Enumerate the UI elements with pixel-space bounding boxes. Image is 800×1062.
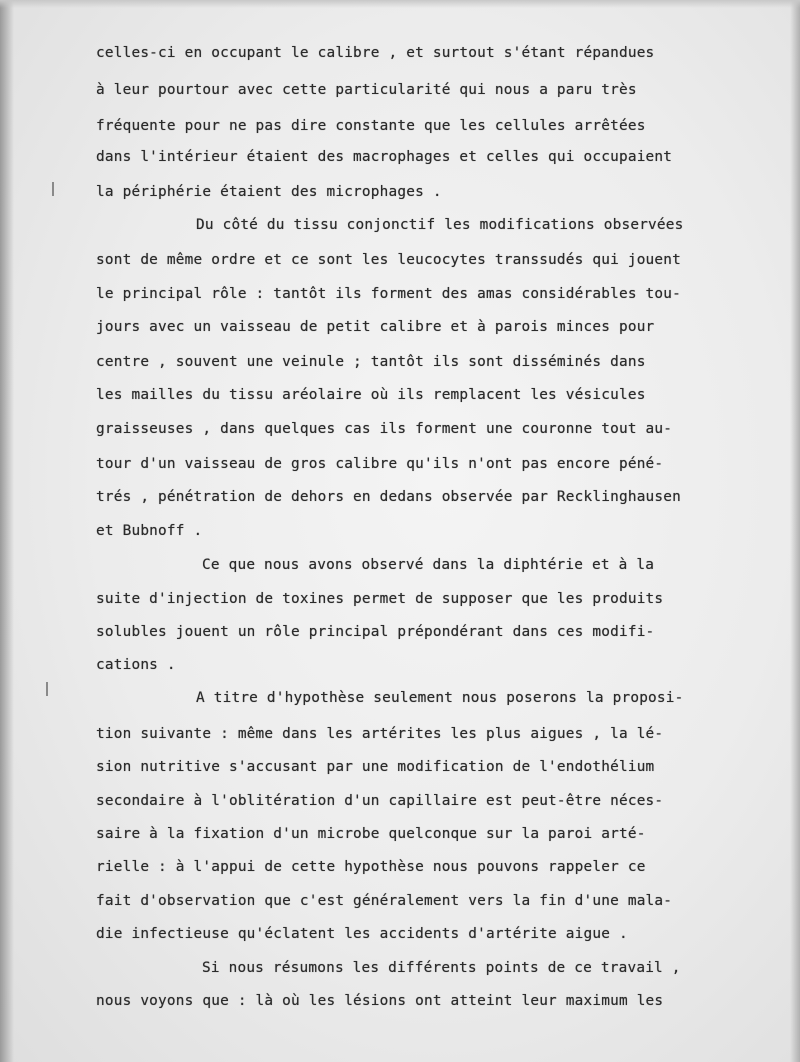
- page-top-shadow: [0, 0, 800, 8]
- margin-mark: [46, 682, 48, 696]
- text-line: rielle : à l'appui de cette hypothèse nous pouvons rappeler ce: [96, 859, 646, 875]
- text-line: trés , pénétration de dehors en dedans observée par Recklinghausen: [96, 489, 682, 505]
- text-line: dans l'intérieur étaient des macrophages et celles qui occupaient: [96, 149, 673, 165]
- text-line: fait d'observation que c'est généralement vers la fin d'une mala-: [96, 893, 673, 909]
- text-line: Du côté du tissu conjonctif les modifications observées: [196, 217, 684, 233]
- text-line: cations .: [96, 657, 176, 673]
- page-left-shadow: [0, 0, 14, 1062]
- text-line: tour d'un vaisseau de gros calibre qu'ils n'ont pas encore péné-: [96, 456, 664, 472]
- text-line: nous voyons que : là où les lésions ont atteint leur maximum les: [96, 993, 664, 1009]
- text-line: solubles jouent un rôle principal prépondérant dans ces modifi-: [96, 624, 655, 640]
- text-line: A titre d'hypothèse seulement nous poserons la proposi-: [196, 690, 684, 706]
- text-line: et Bubnoff .: [96, 523, 203, 539]
- text-line: secondaire à l'oblitération d'un capillaire est peut-être néces-: [96, 793, 664, 809]
- text-line: die infectieuse qu'éclatent les accidents d'artérite aigue .: [96, 926, 628, 942]
- text-line: jours avec un vaisseau de petit calibre et à parois minces pour: [96, 319, 655, 335]
- text-line: la périphérie étaient des microphages .: [96, 184, 442, 200]
- margin-mark: [52, 182, 54, 196]
- text-line: sont de même ordre et ce sont les leucocytes transsudés qui jouent: [96, 252, 682, 268]
- text-line: à leur pourtour avec cette particularité qui nous a paru très: [96, 82, 637, 98]
- page-right-shadow: [790, 0, 800, 1062]
- text-line: Ce que nous avons observé dans la diphtérie et à la: [202, 557, 655, 573]
- text-line: saire à la fixation d'un microbe quelconque sur la paroi arté-: [96, 826, 646, 842]
- text-line: tion suivante : même dans les artérites les plus aigues , la lé-: [96, 726, 664, 742]
- text-line: centre , souvent une veinule ; tantôt ils sont disséminés dans: [96, 354, 646, 370]
- text-line: les mailles du tissu aréolaire où ils remplacent les vésicules: [96, 387, 646, 403]
- text-line: suite d'injection de toxines permet de supposer que les produits: [96, 591, 664, 607]
- text-line: Si nous résumons les différents points de ce travail ,: [202, 960, 681, 976]
- text-line: sion nutritive s'accusant par une modification de l'endothélium: [96, 759, 655, 775]
- text-line: le principal rôle : tantôt ils forment des amas considérables tou-: [96, 286, 682, 302]
- text-line: graisseuses , dans quelques cas ils forment une couronne tout au-: [96, 421, 673, 437]
- text-line: fréquente pour ne pas dire constante que les cellules arrêtées: [96, 118, 646, 134]
- text-line: celles-ci en occupant le calibre , et surtout s'étant répandues: [96, 45, 655, 61]
